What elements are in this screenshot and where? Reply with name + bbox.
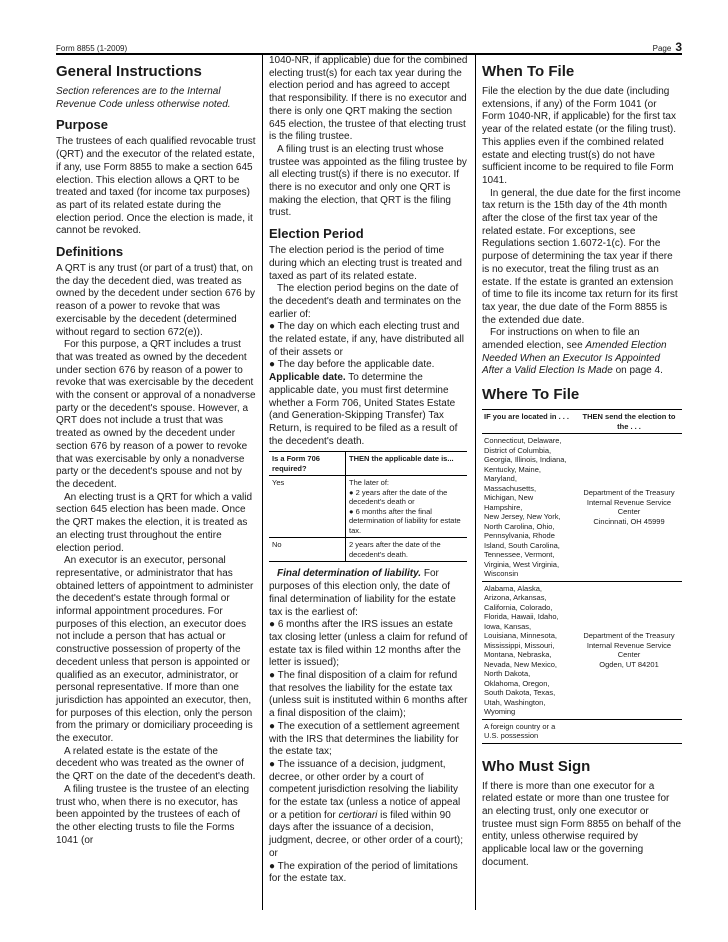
election-period-text: The election period is the period of time during which an electing trust is treated and taxed as part of its related estate. — [269, 245, 462, 282]
address-line: Ogden, UT 84201 — [599, 659, 659, 669]
bullet-text: The expiration of the period of limitations for the estate tax. — [269, 860, 458, 885]
where-to-file-table — [482, 409, 682, 744]
bullet-text: 6 months after the IRS issues an estate tax closing letter (unless a claim for refund of estate tax is filed within 12 months after the letter is issued); — [269, 619, 468, 669]
irs-address — [576, 434, 682, 582]
bullet-icon: ● — [269, 758, 276, 770]
bullet-text: The day before the applicable date. — [277, 359, 435, 371]
state-name: Tennessee, Vermont, — [484, 550, 555, 560]
table-cell: No — [269, 538, 346, 562]
state-list — [482, 719, 576, 743]
state-name: Oklahoma, Oregon, — [484, 678, 550, 688]
page-header — [56, 40, 682, 54]
state-list — [482, 434, 576, 582]
state-name: Mississippi, Missouri, — [484, 640, 555, 650]
bullet-icon: ● — [269, 359, 276, 371]
state-name: South Dakota, Texas, — [484, 688, 556, 698]
who-must-sign-heading: Who Must Sign — [482, 757, 591, 775]
bullet-item — [269, 359, 469, 372]
definitions-heading: Definitions — [56, 244, 124, 260]
column-2 — [269, 55, 469, 886]
address-line: Department of the Treasury — [583, 631, 675, 641]
final-determination-lead: Final determination of liability. — [277, 568, 422, 580]
bullet-text: The final disposition of a claim for refund that resolves the liability for the estate tax (unless suit is instituted within 6 months after a final disposition of the claim); — [269, 670, 468, 720]
bullet-text: is filed within 90 days after the issuance of a decision, judgment, decree, or other order of a court); or — [269, 809, 463, 859]
irs-address — [576, 581, 682, 719]
bullet-item — [269, 670, 469, 721]
reference-text: For instructions on when to file an amended election, see — [482, 327, 640, 352]
final-determination-paragraph — [269, 568, 469, 619]
state-name: Nevada, New Mexico, — [484, 659, 557, 669]
bullet-icon: ● — [269, 321, 276, 333]
irs-address — [576, 719, 682, 743]
applicable-date-paragraph — [269, 372, 469, 448]
definition-electing-trust: An electing trust is a QRT for which a valid section 645 election has been made. Once the QRT makes the election, it is treated as an electing trust throughout the entire election period. — [56, 491, 253, 554]
state-name: District of Columbia, — [484, 445, 552, 455]
state-name: Alabama, Alaska, — [484, 583, 542, 593]
general-instructions-heading: General Instructions — [56, 63, 202, 80]
definition-filing-trust: A filing trust is an electing trust whose trustee was appointed as the filing trustee by all electing trust(s) if there is no executor. If there is no executor and only one QRT is making the election, that QRT is the filing trust. — [269, 143, 467, 219]
state-name: Island, South Carolina, — [484, 540, 560, 550]
due-date-text: In general, the due date for the first income tax return is the 15th day of the 4th month after the close of the first tax year of the related estate. For exceptions, see Regulations section 1.6072-1(c). For the purpose of determining the tax year if there is no executor, treat the filing trust as an estate. If the estate is granted an extension of time to file its income tax return for its first tax year, the due date of the Form 8855 is the extended due date. — [482, 187, 681, 326]
definition-related-estate: A related estate is the estate of the decedent who was treated as the owner of the QRT on the date of the decedent's death. — [56, 745, 256, 783]
bullet-icon: ● — [349, 487, 354, 497]
bullet-text: 2 years after the date of the decedent's death or — [349, 487, 448, 507]
applicable-date-text: To determine the applicable date, you must first determine whether a Form 706, United States Estate (and Generation-Skipping Transfer) Tax Return, is required to be filed as a result of the decedent's death. — [269, 372, 458, 447]
table-cell — [346, 476, 468, 538]
state-name: U.S. possession — [484, 731, 539, 741]
column-3 — [482, 55, 682, 870]
bullet-item — [349, 507, 464, 536]
form-706-table — [269, 451, 467, 562]
filing-trustee-continued: 1040-NR, if applicable) due for the combined electing trust(s) for each tax year during the election period and has agreed to accept that responsibility. If there is no executor and there is only one QRT making the section 645 election, the trustee of that electing trust is the filing trustee. — [269, 55, 468, 143]
table-cell: 2 years after the date of the decedent's death. — [346, 538, 468, 562]
election-period-begins: The election period begins on the date of the decedent's death and terminates on the earlier of: — [269, 283, 462, 320]
purpose-text: The trustees of each qualified revocable trust (QRT) and the executor of the related estate, if any, use Form 8855 to make a section 645 election. This election allows a QRT to be treated and taxed (for income tax purposes) as part of its related estate during the election period. Once the election is made, it cannot be revoked. — [56, 136, 256, 237]
state-name: Michigan, New — [484, 493, 534, 503]
state-name: Connecticut, Delaware, — [484, 436, 562, 446]
state-name: Hampshire, — [484, 502, 523, 512]
bullet-item — [269, 861, 469, 886]
state-name: Florida, Hawaii, Idaho, — [484, 612, 559, 622]
bullet-icon: ● — [269, 670, 276, 682]
state-name: Georgia, Illinois, Indiana, — [484, 455, 567, 465]
bullet-icon: ● — [269, 619, 276, 631]
applicable-date-lead: Applicable date. — [269, 372, 346, 384]
state-name: North Dakota, — [484, 669, 531, 679]
definition-executor: An executor is an executor, personal representative, or administrator that has obtained letters of appointment to administer the decedent's estate through formal or informal appointment procedures. For purposes of this election, an executor does not include a person that has actual or constructive possession of property of the decedent unless that person is appointed or qualified as an executor, administrator, or personal representative. If more than one jurisdiction has appointed an executor, then, for purposes of this election, only the person from the primary or domiciliary proceeding is the executor. — [56, 555, 254, 745]
purpose-heading: Purpose — [56, 117, 109, 133]
column-divider — [262, 55, 263, 910]
bullet-text: The issuance of a decision, judgment, decree, or other order by a court of competent jurisdiction resolving the liability for the estate tax (unless a notice of appeal or a petition for — [269, 758, 461, 821]
bullet-item — [269, 619, 469, 670]
when-to-file-heading: When To File — [482, 63, 575, 80]
table-row — [482, 581, 682, 719]
state-name: Virginia, West Virginia, — [484, 559, 560, 569]
column-divider — [475, 55, 476, 910]
table-cell-lead: The later of: — [349, 478, 390, 488]
bullet-text: The execution of a settlement agreement with the IRS that determines the liability for the estate tax; — [269, 720, 460, 758]
table-row — [482, 719, 682, 743]
state-name: North Carolina, Ohio, — [484, 521, 555, 531]
page-number: 3 — [675, 40, 682, 54]
bullet-icon: ● — [269, 720, 276, 732]
definition-qrt: A QRT is any trust (or part of a trust) that, on the day the decedent died, was treated as owned by the decedent under section 676 by reason of a power to revoke that was exercisable by the decedent (determined without regard to section 672(e)). — [56, 263, 256, 338]
table-header: Is a Form 706 required? — [269, 452, 346, 476]
reference-text: on page 4. — [612, 365, 663, 377]
state-name: Wisconsin — [484, 569, 519, 579]
bullet-item — [269, 759, 469, 861]
bullet-text: 6 months after the final determination of liability for estate tax. — [349, 506, 461, 535]
state-name: Louisiana, Minnesota, — [484, 631, 557, 641]
table-row — [269, 538, 467, 562]
bullet-icon: ● — [269, 860, 276, 872]
state-list — [482, 581, 576, 719]
state-name: A foreign country or a — [484, 721, 556, 731]
state-name: Montana, Nebraska, — [484, 650, 552, 660]
table-header: THEN the applicable date is... — [346, 452, 468, 476]
state-name: Utah, Washington, — [484, 697, 546, 707]
who-must-sign-text: If there is more than one executor for a related estate or more than one trustee for an electing trust, only one executor or trustee must sign Form 8855 on behalf of the entity, unless otherwise required by applicable local law or the governing document. — [482, 780, 681, 868]
address-line: Internal Revenue Service Center — [586, 640, 672, 660]
state-name: Massachusetts, — [484, 483, 537, 493]
state-name: New Jersey, New York, — [484, 512, 561, 522]
table-row — [269, 476, 467, 538]
address-line: Cincinnati, OH 45999 — [593, 516, 665, 526]
definition-filing-trustee: A filing trustee is the trustee of an electing trust who, when there is no executor, has been appointed by the trustees of each of the other electing trusts to file the Forms 1041 (or — [56, 783, 250, 846]
election-period-heading: Election Period — [269, 226, 364, 242]
table-header: THEN send the election to the . . . — [576, 410, 682, 434]
state-name: Wyoming — [484, 707, 516, 717]
bullet-item — [349, 488, 464, 507]
form-id: Form 8855 (1-2009) — [56, 44, 128, 53]
page-indicator — [653, 40, 682, 54]
bullet-text-italic: certiorari — [338, 809, 378, 821]
state-name: Kentucky, Maine, — [484, 464, 541, 474]
state-name: Pennsylvania, Rhode — [484, 531, 555, 541]
final-determination-text: For purposes of this election only, the date of final determination of liability for the estate tax is the earliest of: — [269, 568, 456, 618]
address-line: Internal Revenue Service Center — [586, 497, 672, 517]
bullet-text: The day on which each electing trust and the related estate, if any, have distributed all of their assets or — [269, 321, 464, 358]
bullet-icon: ● — [349, 506, 354, 516]
column-1 — [56, 55, 256, 847]
table-cell: Yes — [269, 476, 346, 538]
state-name: Maryland, — [484, 474, 517, 484]
table-row — [482, 434, 682, 582]
bullet-item — [269, 321, 469, 359]
state-name: Iowa, Kansas, — [484, 621, 532, 631]
table-header: IF you are located in . . . — [482, 410, 576, 434]
page-label: Page — [652, 44, 672, 53]
definition-qrt-scope: For this purpose, a QRT includes a trust that was treated as owned by the decedent under section 676 by reason of a power to revoke that was exercisable by the decedent with the consent or approval of a nonadverse party or the decedent's spouse. However, a QRT does not include a trust that was treated as owned by the decedent under section 676 by reason of a power to revoke that was exercisable by only a nonadverse party or the decedent's spouse and not by the decedent. — [56, 339, 256, 490]
state-name: California, Colorado, — [484, 602, 553, 612]
bullet-item — [269, 721, 469, 759]
amended-election-reference — [482, 327, 682, 378]
reference-title: Amended Election Needed When an Executor Is Appointed After a Valid Election Is Made — [482, 340, 667, 377]
state-name: Arizona, Arkansas, — [484, 593, 547, 603]
section-reference-note: Section references are to the Internal Revenue Code unless otherwise noted. — [56, 86, 231, 110]
address-line: Department of the Treasury — [583, 488, 675, 498]
where-to-file-heading: Where To File — [482, 386, 580, 404]
when-to-file-text: File the election by the due date (including extensions, if any) of the Form 1041 (or Form 1040-NR, if applicable) for the first tax year of the related estate (or the filing trust). This applies even if the combined related estate and electing trust(s) do not have sufficient income to be required to file Form 1041. — [482, 86, 676, 186]
